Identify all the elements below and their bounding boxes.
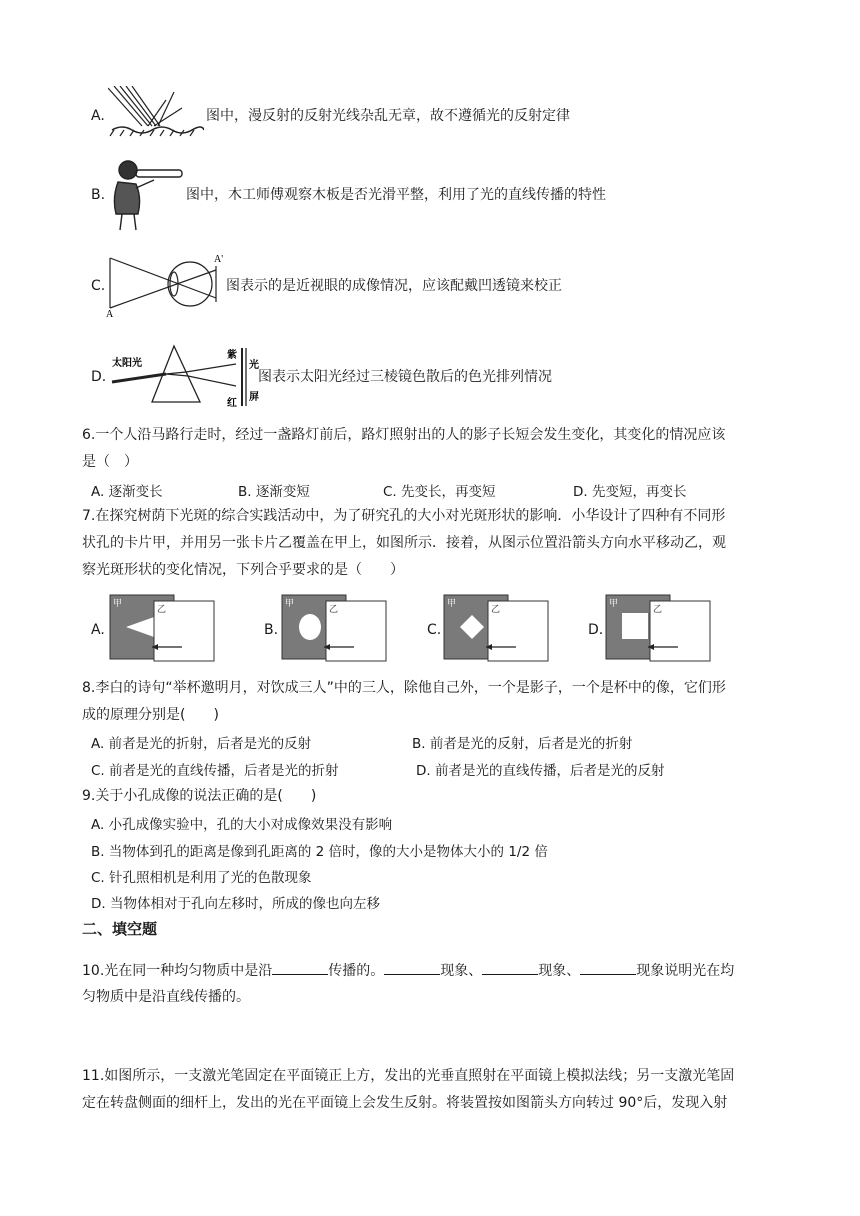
q7-a-card-jia: 甲 <box>113 599 123 609</box>
prism-label-sunlight: 太阳光 <box>112 358 142 369</box>
q10-blank-3[interactable] <box>482 960 538 975</box>
q9-option-d-label: D. <box>91 896 106 912</box>
q8-stem-line1: 8.李白的诗句“举杯邀明月，对饮成三人”中的三人，除他自己外，一个是影子，一个是杯中的像，它们形 <box>82 680 726 696</box>
diffuse-reflection-figure <box>108 86 204 138</box>
q7-c-card-yi: 乙 <box>491 605 501 615</box>
q5-option-c-text: 图表示的是近视眼的成像情况，应该配戴凹透镜来校正 <box>226 278 562 294</box>
q5-option-d-label: D. <box>91 369 107 385</box>
q9-option-d <box>91 892 380 912</box>
q6-option-a-text: 逐渐变长 <box>108 484 163 500</box>
q6-option-d-text: 先变短，再变长 <box>591 484 687 500</box>
q6-option-a-label: A. <box>91 484 105 500</box>
q11-line2: 定在转盘侧面的细杆上，发出的光在平面镜上会发生反射。将装置按如图箭头方向转过 90°后，发现入射 <box>82 1095 728 1111</box>
q6-option-b <box>238 480 310 500</box>
q5-option-a <box>91 106 105 126</box>
q11-line1: 11.如图所示，一支激光笔固定在平面镜正上方，发出的光垂直照射在平面镜上模拟法线；另一支激光笔固 <box>82 1068 735 1084</box>
q6-option-a <box>91 480 163 500</box>
q5-option-a-label: A. <box>91 108 105 124</box>
prism-label-screen-top: 光 <box>249 360 259 371</box>
q10-blank-2[interactable] <box>384 960 440 975</box>
q7-option-b-label: B. <box>264 622 279 638</box>
q6-option-d <box>573 480 686 500</box>
q8-option-b-text: 前者是光的反射，后者是光的折射 <box>429 736 633 752</box>
q8-option-d-text: 前者是光的直线传播，后者是光的反射 <box>434 763 665 779</box>
q10-part5: 现象说明光在均 <box>636 963 735 979</box>
q7-option-a-label: A. <box>91 622 105 638</box>
prism-label-purple: 紫 <box>227 350 237 361</box>
q9-option-c-text: 针孔照相机是利用了光的色散现象 <box>109 870 312 886</box>
q7-c-card-jia: 甲 <box>447 599 457 609</box>
q9-option-c-label: C. <box>91 870 105 886</box>
q6-stem-line2: 是（ ） <box>82 454 138 470</box>
q7-option-c-label: C. <box>427 622 442 638</box>
q7-stem-line3: 察光斑形状的变化情况，下列合乎要求的是（ ） <box>82 562 404 578</box>
q5-option-b-label: B. <box>91 187 106 203</box>
q9-option-a <box>91 813 392 833</box>
q7-figure-a <box>108 593 218 665</box>
q8-option-a-text: 前者是光的折射，后者是光的反射 <box>108 736 312 752</box>
q10-part3: 现象、 <box>440 963 483 979</box>
q8-option-c-text: 前者是光的直线传播，后者是光的折射 <box>109 763 339 779</box>
q8-option-b-label: B. <box>412 736 426 752</box>
q6-stem-line1: 6.一个人沿马路行走时，经过一盏路灯前后，路灯照射出的人的影子长短会发生变化，其变化的情况应该 <box>82 427 726 443</box>
myopia-eye-figure <box>104 252 228 318</box>
q8-stem-line2: 成的原理分别是( ) <box>82 707 219 723</box>
q7-figure-b <box>280 593 390 665</box>
q10-line1 <box>82 960 734 981</box>
q9-option-b <box>91 840 548 860</box>
eye-label-a: A <box>106 309 114 318</box>
q7-stem-line1: 7.在探究树荫下光斑的综合实践活动中，为了研究孔的大小对光斑形状的影响．小华设计了四种有不同形 <box>82 508 726 524</box>
q6-option-c-text: 先变长，再变短 <box>401 484 496 500</box>
q5-option-b-text: 图中，木工师傅观察木板是否光滑平整，利用了光的直线传播的特性 <box>186 187 606 203</box>
q10-blank-4[interactable] <box>580 960 636 975</box>
q10-part1: 10.光在同一种均匀物质中是沿 <box>82 963 273 979</box>
prism-label-screen-bottom: 屏 <box>249 392 259 403</box>
q6-option-b-text: 逐渐变短 <box>255 484 310 500</box>
q7-a-card-yi: 乙 <box>157 605 167 615</box>
prism-label-red: 红 <box>227 398 237 409</box>
q5-option-d-text: 图表示太阳光经过三棱镜色散后的色光排列情况 <box>258 369 552 385</box>
q5-option-a-text: 图中，漫反射的反射光线杂乱无章，故不遵循光的反射定律 <box>206 108 570 124</box>
q5-option-c-label: C. <box>91 278 106 294</box>
q8-option-b <box>412 732 632 752</box>
q9-option-c <box>91 866 312 886</box>
q10-part4: 现象、 <box>538 963 581 979</box>
q8-option-d-label: D. <box>416 763 431 779</box>
q7-figure-c <box>442 593 552 665</box>
q9-option-b-text: 当物体到孔的距离是像到孔距离的 2 倍时，像的大小是物体大小的 1/2 倍 <box>108 844 548 860</box>
carpenter-figure <box>108 158 188 232</box>
q8-option-d <box>416 759 664 779</box>
q6-option-b-label: B. <box>238 484 252 500</box>
q7-d-card-jia: 甲 <box>609 599 619 609</box>
eye-label-a-prime: A' <box>214 254 224 265</box>
q10-part2: 传播的。 <box>328 963 385 979</box>
q7-d-card-yi: 乙 <box>653 605 663 615</box>
prism-dispersion-figure <box>108 342 260 410</box>
q8-option-a-label: A. <box>91 736 105 752</box>
q7-b-card-jia: 甲 <box>285 599 295 609</box>
section-title-fill-in: 二、填空题 <box>82 920 158 938</box>
q7-option-d-label: D. <box>588 622 604 638</box>
q6-option-c-label: C. <box>383 484 397 500</box>
q6-option-d-label: D. <box>573 484 588 500</box>
q6-option-c <box>383 480 496 500</box>
q7-stem-line2: 状孔的卡片甲，并用另一张卡片乙覆盖在甲上，如图所示．接着，从图示位置沿箭头方向水平移动乙，观 <box>82 535 726 551</box>
q8-option-a <box>91 732 311 752</box>
q9-option-b-label: B. <box>91 844 105 860</box>
q9-stem: 9.关于小孔成像的说法正确的是( ) <box>82 788 317 804</box>
q9-option-a-label: A. <box>91 817 105 833</box>
q7-b-card-yi: 乙 <box>329 605 339 615</box>
q9-option-d-text: 当物体相对于孔向左移时，所成的像也向左移 <box>109 896 380 912</box>
q7-figure-d <box>604 593 714 665</box>
q8-option-c <box>91 759 339 779</box>
q9-option-a-text: 小孔成像实验中，孔的大小对成像效果没有影响 <box>108 817 393 833</box>
q8-option-c-label: C. <box>91 763 105 779</box>
q10-line2: 匀物质中是沿直线传播的。 <box>82 989 250 1005</box>
q10-blank-1[interactable] <box>272 960 328 975</box>
